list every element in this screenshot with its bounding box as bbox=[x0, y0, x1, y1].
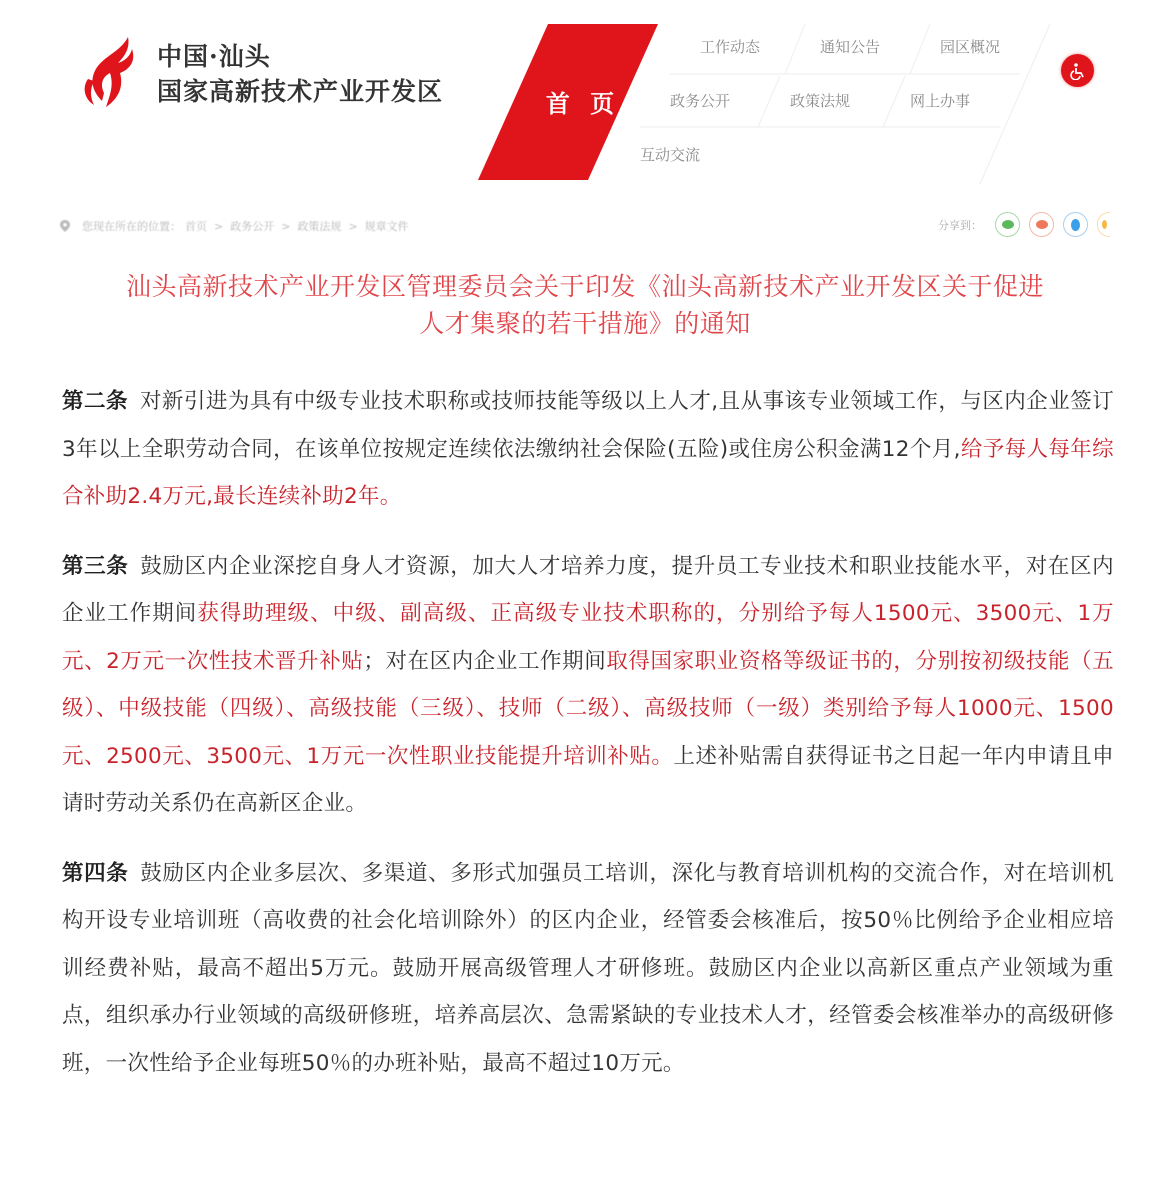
share-bar bbox=[938, 212, 1110, 237]
qq-icon bbox=[1071, 219, 1080, 231]
breadcrumb-gov-affairs[interactable]: 政务公开 bbox=[230, 220, 275, 233]
nav-gov-affairs[interactable]: 政务公开 bbox=[670, 92, 731, 110]
wechat-icon bbox=[1002, 220, 1014, 229]
breadcrumb-separator: > bbox=[214, 219, 224, 233]
nav-home-label: 首 页 bbox=[545, 90, 621, 118]
nav-notices[interactable]: 通知公告 bbox=[820, 38, 881, 56]
article-title-line2: 人才集聚的若干措施》的通知 bbox=[419, 309, 751, 338]
share-weibo-button[interactable] bbox=[1029, 212, 1054, 237]
share-wechat-button[interactable] bbox=[995, 212, 1020, 237]
site-name bbox=[157, 40, 443, 110]
share-qq-button[interactable] bbox=[1063, 212, 1088, 237]
clause-text: 对新引进为具有中级专业技术职称或技师技能等级以上人才,且从事该专业领域工作，与区内企业签订3年以上全职劳动合同，在该单位按规定连续依法缴纳社会保险(五险)或住房公积金满12个月, bbox=[62, 389, 1114, 462]
clause-heading: 第四条 bbox=[62, 860, 129, 886]
breadcrumb-separator: > bbox=[281, 219, 291, 233]
article-paragraph-2 bbox=[62, 378, 1114, 521]
article-title-line1: 汕头高新技术产业开发区管理委员会关于印发《汕头高新技术产业开发区关于促进 bbox=[125, 272, 1044, 301]
wheelchair-icon bbox=[1069, 62, 1087, 80]
clause-highlight: 取得国家职业资格等级证书的，分别按初级技能（五级）、中级技能（四级）、高级技能（三级）、技师（二级）、高级技师（一级）类别给予每人1000元、1500元、2500元、3500元、1万元一次性职业技能提升培训补贴。 bbox=[62, 648, 1114, 769]
clause-heading: 第二条 bbox=[62, 389, 128, 414]
article-body bbox=[62, 378, 1114, 1109]
clause-text: 上述补贴需自获得证书之日起一年内申请且申请时劳动关系仍在高新区企业。 bbox=[62, 743, 1114, 816]
share-qzone-button[interactable] bbox=[1097, 212, 1110, 237]
qzone-icon bbox=[1102, 220, 1107, 229]
nav-online-services[interactable]: 网上办事 bbox=[910, 92, 971, 110]
clause-text: 鼓励区内企业多层次、多渠道、多形式加强员工培训，深化与教育培训机构的交流合作，对在培训机构开设专业培训班（高收费的社会化培训除外）的区内企业，经管委会核准后，按50％比例给予企业相应培训经费补贴，最高不超出5万元。鼓励开展高级管理人才研修班。鼓励区内企业以高新区重点产业领域为重点，组织承办行业领域的高级研修班，培养高层次、急需紧缺的专业技术人才，经管委会核准举办的高级研修班，一次性给予企业每班50％的办班补贴，最高不超过10万元。 bbox=[62, 860, 1114, 1076]
article-paragraph-4 bbox=[62, 850, 1114, 1088]
breadcrumb-home[interactable]: 首页 bbox=[185, 220, 207, 233]
nav-park-overview[interactable]: 园区概况 bbox=[940, 38, 1001, 56]
breadcrumb-prefix: 您现在所在的位置： bbox=[82, 220, 181, 233]
main-nav bbox=[640, 24, 1060, 184]
breadcrumb-regulation-docs[interactable]: 规章文件 bbox=[364, 220, 409, 233]
location-pin-icon bbox=[60, 220, 70, 232]
clause-highlight: 给予每人每年综合补助2.4万元,最长连续补助2年。 bbox=[62, 436, 1114, 509]
breadcrumb-policies[interactable]: 政策法规 bbox=[297, 220, 342, 233]
breadcrumb bbox=[60, 218, 409, 234]
clause-heading: 第三条 bbox=[62, 553, 129, 579]
nav-work-news[interactable]: 工作动态 bbox=[700, 38, 761, 56]
accessibility-button[interactable] bbox=[1061, 54, 1094, 87]
breadcrumb-separator: > bbox=[348, 219, 358, 233]
weibo-icon bbox=[1036, 220, 1048, 229]
site-name-line2: 国家高新技术产业开发区 bbox=[157, 77, 444, 106]
nav-interaction[interactable]: 互动交流 bbox=[640, 146, 701, 164]
nav-home-tab[interactable] bbox=[478, 24, 658, 180]
share-label: 分享到： bbox=[938, 218, 982, 232]
clause-text: 鼓励区内企业深挖自身人才资源，加大人才培养力度，提升员工专业技术和职业技能水平，对在区内企业工作期间 bbox=[62, 553, 1114, 626]
clause-text: ；对在区内企业工作期间 bbox=[363, 648, 607, 674]
clause-highlight: 获得助理级、中级、副高级、正高级专业技术职称的，分别给予每人1500元、3500元、1万元、2万元一次性技术晋升补贴 bbox=[62, 601, 1114, 674]
nav-policies[interactable]: 政策法规 bbox=[790, 92, 851, 110]
site-header bbox=[0, 0, 1168, 195]
site-name-line1: 中国·汕头 bbox=[157, 42, 271, 71]
article-paragraph-3 bbox=[62, 543, 1114, 828]
article-title bbox=[60, 268, 1110, 342]
torch-logo-icon[interactable] bbox=[80, 35, 150, 110]
